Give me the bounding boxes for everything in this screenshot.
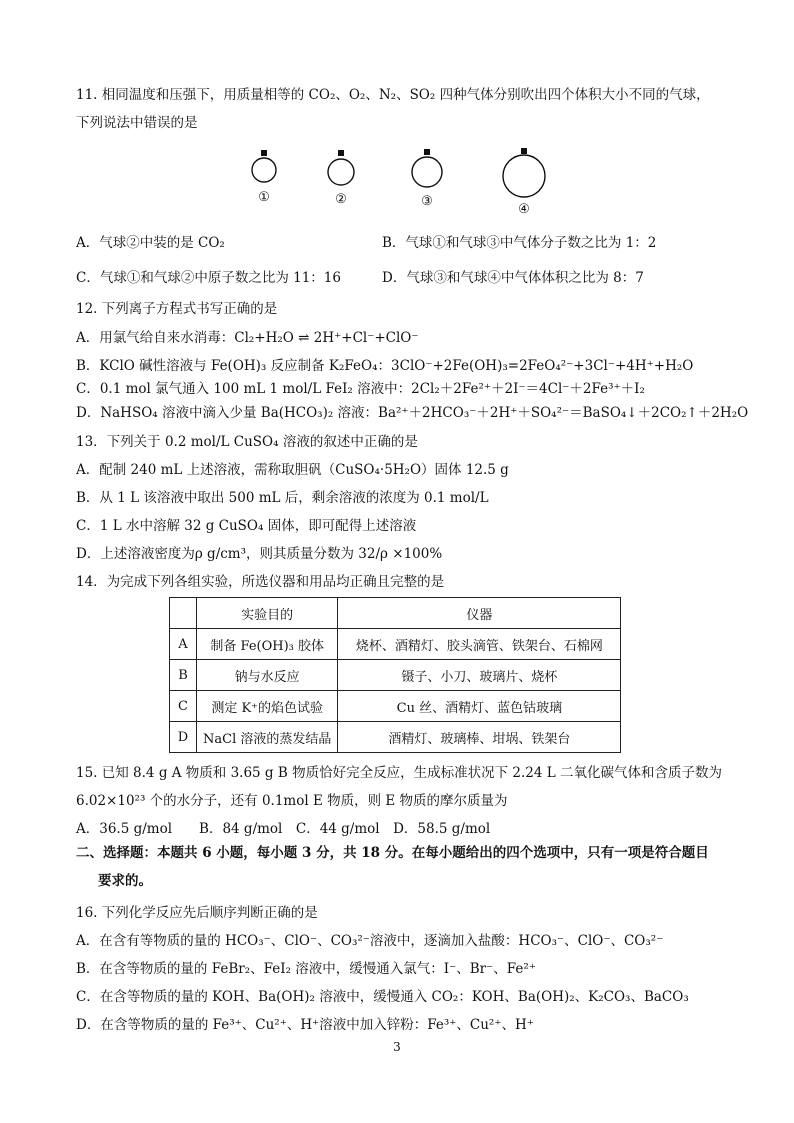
table-row bbox=[170, 722, 621, 753]
page-number: 3 bbox=[393, 1040, 401, 1054]
q15-stem-line2: 6.02×10²³ 个的水分子，还有 0.1mol E 物质，则 E 物质的摩尔质量为 bbox=[76, 793, 508, 809]
q12-option-d: D．NaHSO₄ 溶液中滴入少量 Ba(HCO₃)₂ 溶液：Ba²⁺＋2HCO₃⁻＋2H⁺＋SO₄²⁻＝BaSO₄↓＋2CO₂↑＋2H₂O bbox=[76, 405, 749, 421]
q16-stem: 16. 下列化学反应先后顺序判断正确的是 bbox=[76, 905, 318, 921]
table-cell: A bbox=[170, 629, 197, 660]
q13-option-d: D．上述溶液密度为ρ g/cm³，则其质量分数为 32/ρ ×100% bbox=[76, 546, 443, 562]
q12-option-a: A．用氯气给自来水消毒：Cl₂+H₂O ⇌ 2H⁺+Cl⁻+ClO⁻ bbox=[76, 330, 419, 346]
q13-option-b: B．从 1 L 该溶液中取出 500 mL 后，剩余溶液的浓度为 0.1 mol/L bbox=[76, 490, 489, 506]
table-header-row bbox=[170, 598, 621, 629]
q15-options: A．36.5 g/mol B．84 g/mol C．44 g/mol D．58.5 g/mol bbox=[76, 821, 491, 837]
table-cell: D bbox=[170, 722, 197, 753]
section-2-heading-cont: 要求的。 bbox=[98, 873, 152, 889]
section-2-heading: 二、选择题：本题共 6 小题，每小题 3 分，共 18 分。在每小题给出的四个选项中，只有一项是符合题目 bbox=[76, 845, 709, 861]
balloon-4 bbox=[501, 148, 547, 217]
table-row bbox=[170, 629, 621, 660]
balloon-figure bbox=[0, 148, 794, 218]
table-cell: 镊子、小刀、玻璃片、烧杯 bbox=[338, 660, 621, 691]
table-header-cell: 仪器 bbox=[338, 598, 621, 629]
q12-option-b: B．KClO 碱性溶液与 Fe(OH)₃ 反应制备 K₂FeO₄：3ClO⁻+2Fe(OH)₃=2FeO₄²⁻+3Cl⁻+4H⁺+H₂O bbox=[76, 358, 694, 374]
table-cell: Cu 丝、酒精灯、蓝色钴玻璃 bbox=[338, 691, 621, 722]
table-cell: 酒精灯、玻璃棒、坩埚、铁架台 bbox=[338, 722, 621, 753]
q11-option-a: A．气球②中装的是 CO₂ bbox=[76, 235, 225, 251]
table-cell: NaCl 溶液的蒸发结晶 bbox=[197, 722, 338, 753]
q16-option-a: A．在含有等物质的量的 HCO₃⁻、ClO⁻、CO₃²⁻溶液中，逐滴加入盐酸：HCO₃⁻、ClO⁻、CO₃²⁻ bbox=[76, 933, 664, 949]
q14-table bbox=[169, 597, 621, 753]
table-cell: 钠与水反应 bbox=[197, 660, 338, 691]
q11-stem-line2: 下列说法中错误的是 bbox=[76, 115, 198, 131]
q11-option-b: B．气球①和气球③中气体分子数之比为 1：2 bbox=[382, 235, 657, 251]
balloon-1-icon bbox=[250, 148, 278, 188]
q13-stem: 13．下列关于 0.2 mol/L CuSO₄ 溶液的叙述中正确的是 bbox=[76, 434, 418, 450]
q11-option-d: D．气球③和气球④中气体体积之比为 8：7 bbox=[382, 270, 644, 286]
table-row bbox=[170, 660, 621, 691]
table-cell: B bbox=[170, 660, 197, 691]
balloon-3-label: ③ bbox=[421, 194, 433, 209]
q12-stem: 12. 下列离子方程式书写正确的是 bbox=[76, 301, 278, 317]
balloon-2-icon bbox=[326, 148, 356, 190]
table-header-cell bbox=[170, 598, 197, 629]
table-cell: 烧杯、酒精灯、胶头滴管、铁架台、石棉网 bbox=[338, 629, 621, 660]
balloon-4-icon bbox=[501, 148, 547, 200]
q13-option-a: A．配制 240 mL 上述溶液，需称取胆矾（CuSO₄·5H₂O）固体 12.5 g bbox=[76, 462, 509, 478]
q16-option-c: C．在含等物质的量的 KOH、Ba(OH)₂ 溶液中，缓慢通入 CO₂：KOH、Ba(OH)₂、K₂CO₃、BaCO₃ bbox=[76, 989, 689, 1005]
balloon-4-label: ④ bbox=[518, 202, 530, 217]
q11-stem-line1: 11. 相同温度和压强下，用质量相等的 CO₂、O₂、N₂、SO₂ 四种气体分别吹出四个体积大小不同的气球， bbox=[76, 87, 710, 103]
q15-stem-line1: 15. 已知 8.4 g A 物质和 3.65 g B 物质恰好完全反应，生成标准状况下 2.24 L 二氧化碳气体和含质子数为 bbox=[76, 765, 722, 781]
table-cell: 测定 K⁺的焰色试验 bbox=[197, 691, 338, 722]
q14-stem: 14．为完成下列各组实验，所选仪器和用品均正确且完整的是 bbox=[76, 574, 445, 590]
balloon-3-icon bbox=[410, 148, 444, 192]
q16-option-d: D．在含等物质的量的 Fe³⁺、Cu²⁺、H⁺溶液中加入锌粉：Fe³⁺、Cu²⁺、H⁺ bbox=[76, 1017, 534, 1033]
balloon-3 bbox=[410, 148, 444, 209]
table-header-cell: 实验目的 bbox=[197, 598, 338, 629]
balloon-1-label: ① bbox=[258, 190, 270, 205]
balloon-2-label: ② bbox=[335, 192, 347, 207]
q11-option-c: C．气球①和气球②中原子数之比为 11：16 bbox=[76, 270, 341, 286]
balloon-1 bbox=[250, 148, 278, 205]
balloon-2 bbox=[326, 148, 356, 207]
table-cell: 制备 Fe(OH)₃ 胶体 bbox=[197, 629, 338, 660]
table-row bbox=[170, 691, 621, 722]
q12-option-c: C．0.1 mol 氯气通入 100 mL 1 mol/L FeI₂ 溶液中：2Cl₂＋2Fe²⁺＋2I⁻＝4Cl⁻＋2Fe³⁺＋I₂ bbox=[76, 381, 645, 397]
q16-option-b: B．在含等物质的量的 FeBr₂、FeI₂ 溶液中，缓慢通入氯气：I⁻、Br⁻、Fe²⁺ bbox=[76, 961, 536, 977]
table-cell: C bbox=[170, 691, 197, 722]
q13-option-c: C．1 L 水中溶解 32 g CuSO₄ 固体，即可配得上述溶液 bbox=[76, 518, 417, 534]
